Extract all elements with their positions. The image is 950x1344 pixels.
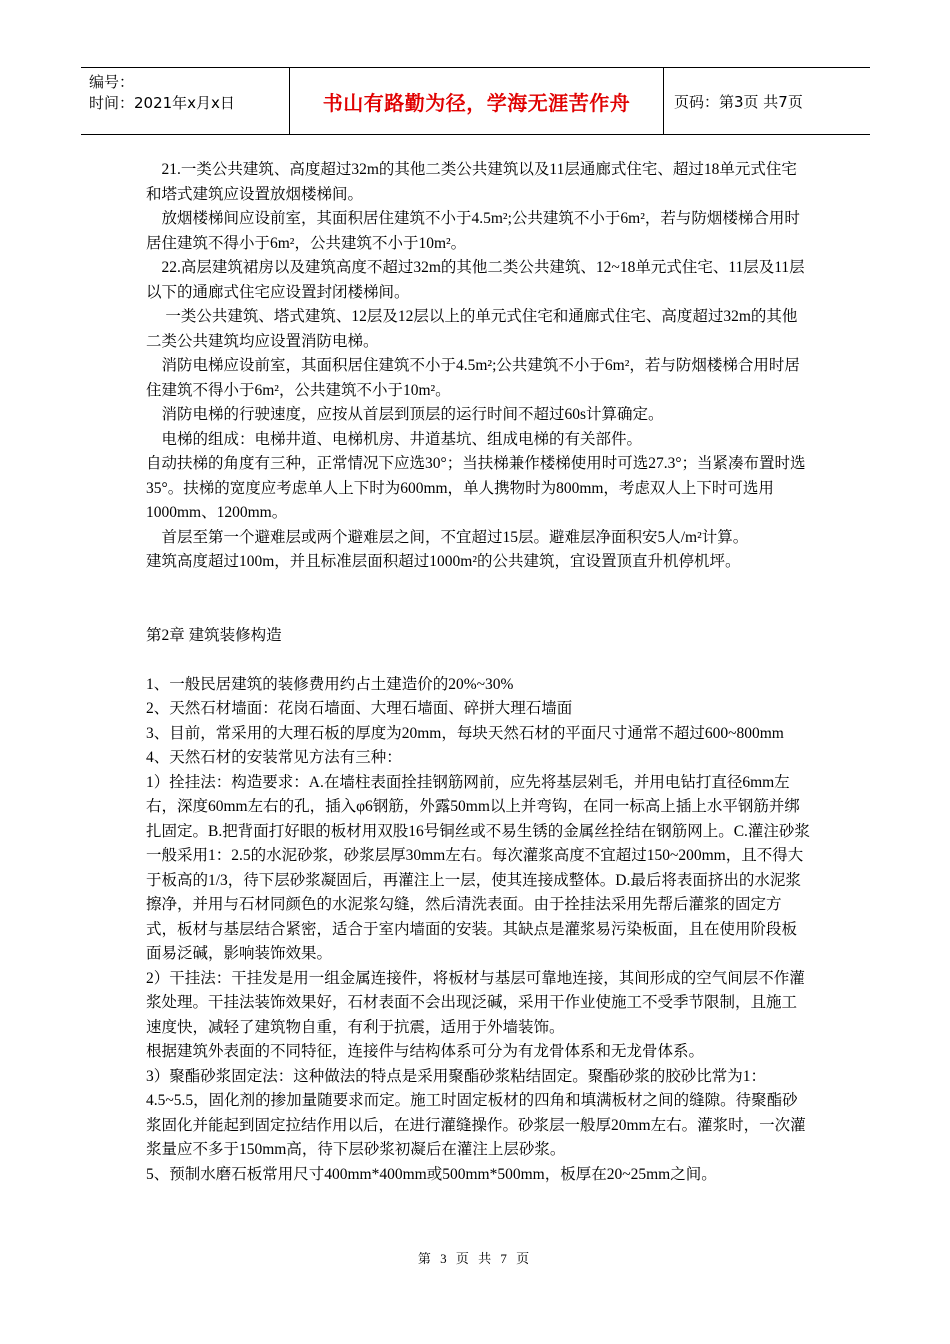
list-item: 5、预制水磨石板常用尺寸400mm*400mm或500mm*500mm，板厚在20~25mm之间。	[146, 1165, 717, 1183]
paragraph: 建筑高度超过100m，并且标准层面积超过1000m²的公共建筑，宜设置顶直升机停机坪。	[146, 553, 741, 570]
paragraph: 22.高层建筑裙房以及建筑高度不超过32m的其他二类公共建筑、12~18单元式住宅、11层及11层以下的通廊式住宅应设置封闭楼梯间。	[146, 259, 805, 301]
header-meta	[81, 68, 290, 134]
page-footer: 第 3 页 共 7 页	[417, 1251, 533, 1266]
header-motto: 书山有路勤为径，学海无涯苦作舟	[322, 90, 631, 115]
list-item: 3）聚酯砂浆固定法：这种做法的特点是采用聚酯砂浆粘结固定。聚酯砂浆的胶砂比常为1：4.5~5.5，固化剂的掺加量随要求而定。施工时固定板材的四角和填满板材之间的缝隙。待聚酯砂浆固化并能起到固定拉结作用以后，在进行灌缝操作。砂浆层一般厚20mm左右。灌浆时，一次灌浆量应不多于150mm高，待下层砂浆初凝后在灌注上层砂浆。	[146, 1067, 806, 1158]
document-number: 编号：	[89, 73, 135, 91]
header-page-number: 页码：第3页 共7页	[674, 92, 803, 111]
paragraph: 电梯的组成：电梯井道、电梯机房、井道基坑、组成电梯的有关部件。	[146, 430, 643, 448]
list-item: 1、一般民居建筑的装修费用约占土建造价的20%~30%	[146, 675, 514, 693]
paragraph: 首层至第一个避难层或两个避难层之间，不宜超过15层。避难层净面积安5人/m²计算。	[146, 528, 749, 546]
list-item: 4、天然石材的安装常见方法有三种：	[146, 749, 402, 766]
header-motto-cell	[290, 68, 664, 134]
paragraph: 消防电梯应设前室，其面积居住建筑不小于4.5m²;公共建筑不小于6m²，若与防烟楼梯合用时居住建筑不得小于6m²，公共建筑不小于10m²。	[146, 357, 800, 399]
paragraph: 21.一类公共建筑、高度超过32m的其他二类公共建筑以及11层通廊式住宅、超过18单元式住宅和塔式建筑应设置放烟楼梯间。	[146, 161, 797, 203]
document-body	[146, 158, 812, 1187]
document-date: 时间：2021年x月x日	[89, 94, 235, 112]
paragraph: 自动扶梯的角度有三种，正常情况下应选30°；当扶梯兼作楼梯使用时可选27.3°；当紧凑布置时选35°。扶梯的宽度应考虑单人上下时为600mm，单人携物时为800mm，考虑双人上下时可选用1000mm、1200mm。	[146, 455, 806, 521]
list-item: 2、天然石材墙面：花岗石墙面、大理石墙面、碎拼大理石墙面	[146, 700, 573, 717]
paragraph: 一类公共建筑、塔式建筑、12层及12层以上的单元式住宅和通廊式住宅、高度超过32m的其他二类公共建筑均应设置消防电梯。	[146, 308, 798, 350]
paragraph: 放烟楼梯间应设前室，其面积居住建筑不小于4.5m²;公共建筑不小于6m²，若与防烟楼梯合用时居住建筑不得小于6m²，公共建筑不小于10m²。	[146, 210, 800, 252]
list-item: 3、目前，常采用的大理石板的厚度为20mm，每块天然石材的平面尺寸通常不超过600~800mm	[146, 724, 784, 742]
chapter-title: 第2章 建筑装修构造	[146, 626, 282, 644]
list-item: 1）拴挂法：构造要求：A.在墙柱表面拴挂钢筋网前，应先将基层剁毛，并用电钻打直径6mm左右，深度60mm左右的孔，插入φ6钢筋，外露50mm以上并弯钩，在同一标高上插上水平钢筋并绑扎固定。B.把背面打好眼的板材用双股16号铜丝或不易生锈的金属丝拴结在钢筋网上。C.灌注砂浆一般采用1：2.5的水泥砂浆，砂浆层厚30mm左右。每次灌浆高度不宜超过150~200mm，且不得大于板高的1/3，待下层砂浆凝固后，再灌注上一层，使其连接成整体。D.最后将表面挤出的水泥浆擦净，并用与石材同颜色的水泥浆勾缝，然后清洗表面。由于拴挂法采用先帮后灌浆的固定方式，板材与基层结合紧密，适合于室内墙面的安装。其缺点是灌浆易污染板面，且在使用阶段板面易泛碱，影响装饰效果。	[146, 773, 810, 962]
list-item: 2）干挂法：干挂发是用一组金属连接件，将板材与基层可靠地连接，其间形成的空气间层不作灌浆处理。干挂法装饰效果好，石材表面不会出现泛碱，采用干作业使施工不受季节限制，且施工速度快，减轻了建筑物自重，有利于抗震，适用于外墙装饰。	[146, 969, 805, 1036]
list-item: 根据建筑外表面的不同特征，连接件与结构体系可分为有龙骨体系和无龙骨体系。	[146, 1043, 705, 1060]
header-page-cell	[664, 68, 870, 134]
paragraph: 消防电梯的行驶速度，应按从首层到顶层的运行时间不超过60s计算确定。	[146, 406, 664, 423]
page-header	[81, 67, 870, 135]
